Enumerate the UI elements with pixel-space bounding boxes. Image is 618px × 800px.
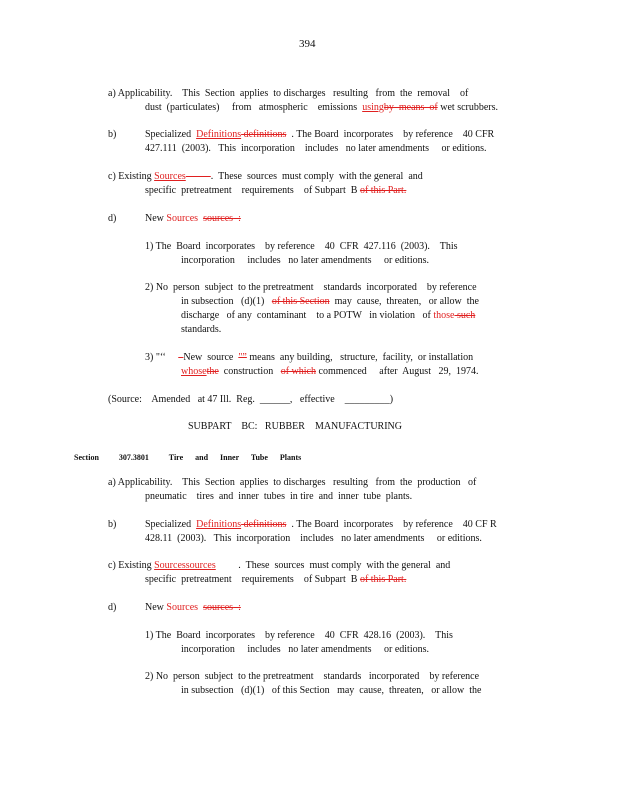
deleted-text	[186, 171, 211, 182]
inserted-text: whose	[181, 366, 207, 377]
applicability-line-2: dust (particulates) from atmospheric emissions usingby means of wet scrubbers.	[145, 102, 499, 113]
new-sources-2-heading: New Sources sources :	[145, 602, 241, 613]
existing-sources-line-2: specific pretreatment requirements of Subpart B of this Part.	[145, 185, 407, 196]
deleted-text: such	[454, 310, 476, 321]
applicability-2-line-1: a) Applicability. This Section applies to discharges resulting from the production of	[108, 477, 477, 488]
applicability-line-1: a) Applicability. This Section applies to discharges resulting from the removal of	[108, 88, 469, 99]
deleted-text: of this Part	[359, 185, 404, 196]
inserted-text: Definitions	[196, 519, 242, 530]
definitions-line-1: Specialized Definitions definitions . The Board incorporates by reference 40 CFR	[145, 129, 495, 140]
deleted-text: of which	[280, 366, 316, 377]
new-sources-2-item-2-line-2: in subsection (d)(1) of this Section may cause, threaten, or allow the	[181, 685, 482, 696]
page-number: 394	[299, 38, 316, 50]
definitions-line-2: 427.111 (2003). This incorporation includes no later amendments or editions.	[145, 143, 487, 154]
new-sources-heading: New Sources sources :	[145, 213, 241, 224]
existing-sources-2-line-1: c) Existing Sourcessources . These sources must comply with the general and	[108, 560, 451, 571]
definitions-2-line-1: Specialized Definitions definitions . The Board incorporates by reference 40 CF R	[145, 519, 497, 530]
inserted-text: Sources	[154, 171, 186, 182]
new-sources-item-1-line-1: 1) The Board incorporates by reference 40 CFR 427.116 (2003). This	[145, 241, 458, 252]
subpart-heading: SUBPART BC: RUBBER MANUFACTURING	[188, 421, 402, 432]
existing-sources-line-1: c) Existing Sources . These sources must comply with the general and	[108, 171, 423, 182]
new-sources-2-item-1-line-2: incorporation includes no later amendments or editions.	[181, 644, 429, 655]
new-sources-2-item-1-line-1: 1) The Board incorporates by reference 40 CFR 428.16 (2003). This	[145, 630, 453, 641]
new-sources-item-2-line-3: discharge of any contaminant to a POTW in violation of those such	[181, 310, 476, 321]
deleted-text: of this Section	[271, 296, 330, 307]
inserted-text: Sources	[166, 213, 199, 224]
deleted-text: the	[206, 366, 219, 377]
new-sources-item-2-line-1: 2) No person subject to the pretreatment standards incorporated by reference	[145, 282, 477, 293]
source-note: (Source: Amended at 47 Ill. Reg. ______, effective _________)	[108, 394, 394, 405]
deleted-text: sources	[203, 602, 234, 613]
new-sources-item-3-line-1: 3) "‘‘ –New source "” means any building, structure, facility, or installation	[145, 352, 474, 363]
item-b2-label: b)	[108, 519, 117, 530]
new-sources-item-2-line-2: in subsection (d)(1) of this Section may cause, threaten, or allow the	[181, 296, 479, 307]
new-sources-item-2-line-4: standards.	[181, 324, 222, 335]
new-sources-2-item-2-line-1: 2) No person subject to the pretreatment standards incorporated by reference	[145, 671, 480, 682]
section-heading: Section 307.3801 Tire and Inner Tube Plants	[74, 453, 302, 462]
inserted-text: those	[433, 310, 455, 321]
new-sources-item-3-line-2: whosethe construction of which commenced after August 29, 1974.	[181, 366, 479, 377]
deleted-text: sources	[203, 213, 234, 224]
deleted-text: definitions	[241, 129, 287, 140]
item-b-label: b)	[108, 129, 117, 140]
deleted-text: by means of	[383, 102, 438, 113]
applicability-2-line-2: pneumatic tires and inner tubes in tire and inner tube plants.	[145, 491, 413, 502]
inserted-text: Sources	[166, 602, 199, 613]
deleted-text: of this Part	[359, 574, 404, 585]
inserted-text: Definitions	[196, 129, 242, 140]
definitions-2-line-2: 428.11 (2003). This incorporation includes no later amendments or editions.	[145, 533, 482, 544]
item-d2-label: d)	[108, 602, 117, 613]
inserted-text: Sourcessources	[154, 560, 216, 571]
item-d-label: d)	[108, 213, 117, 224]
inserted-text: using	[362, 102, 384, 113]
deleted-text: definitions	[241, 519, 287, 530]
existing-sources-2-line-2: specific pretreatment requirements of Subpart B of this Part.	[145, 574, 407, 585]
new-sources-item-1-line-2: incorporation includes no later amendments or editions.	[181, 255, 429, 266]
